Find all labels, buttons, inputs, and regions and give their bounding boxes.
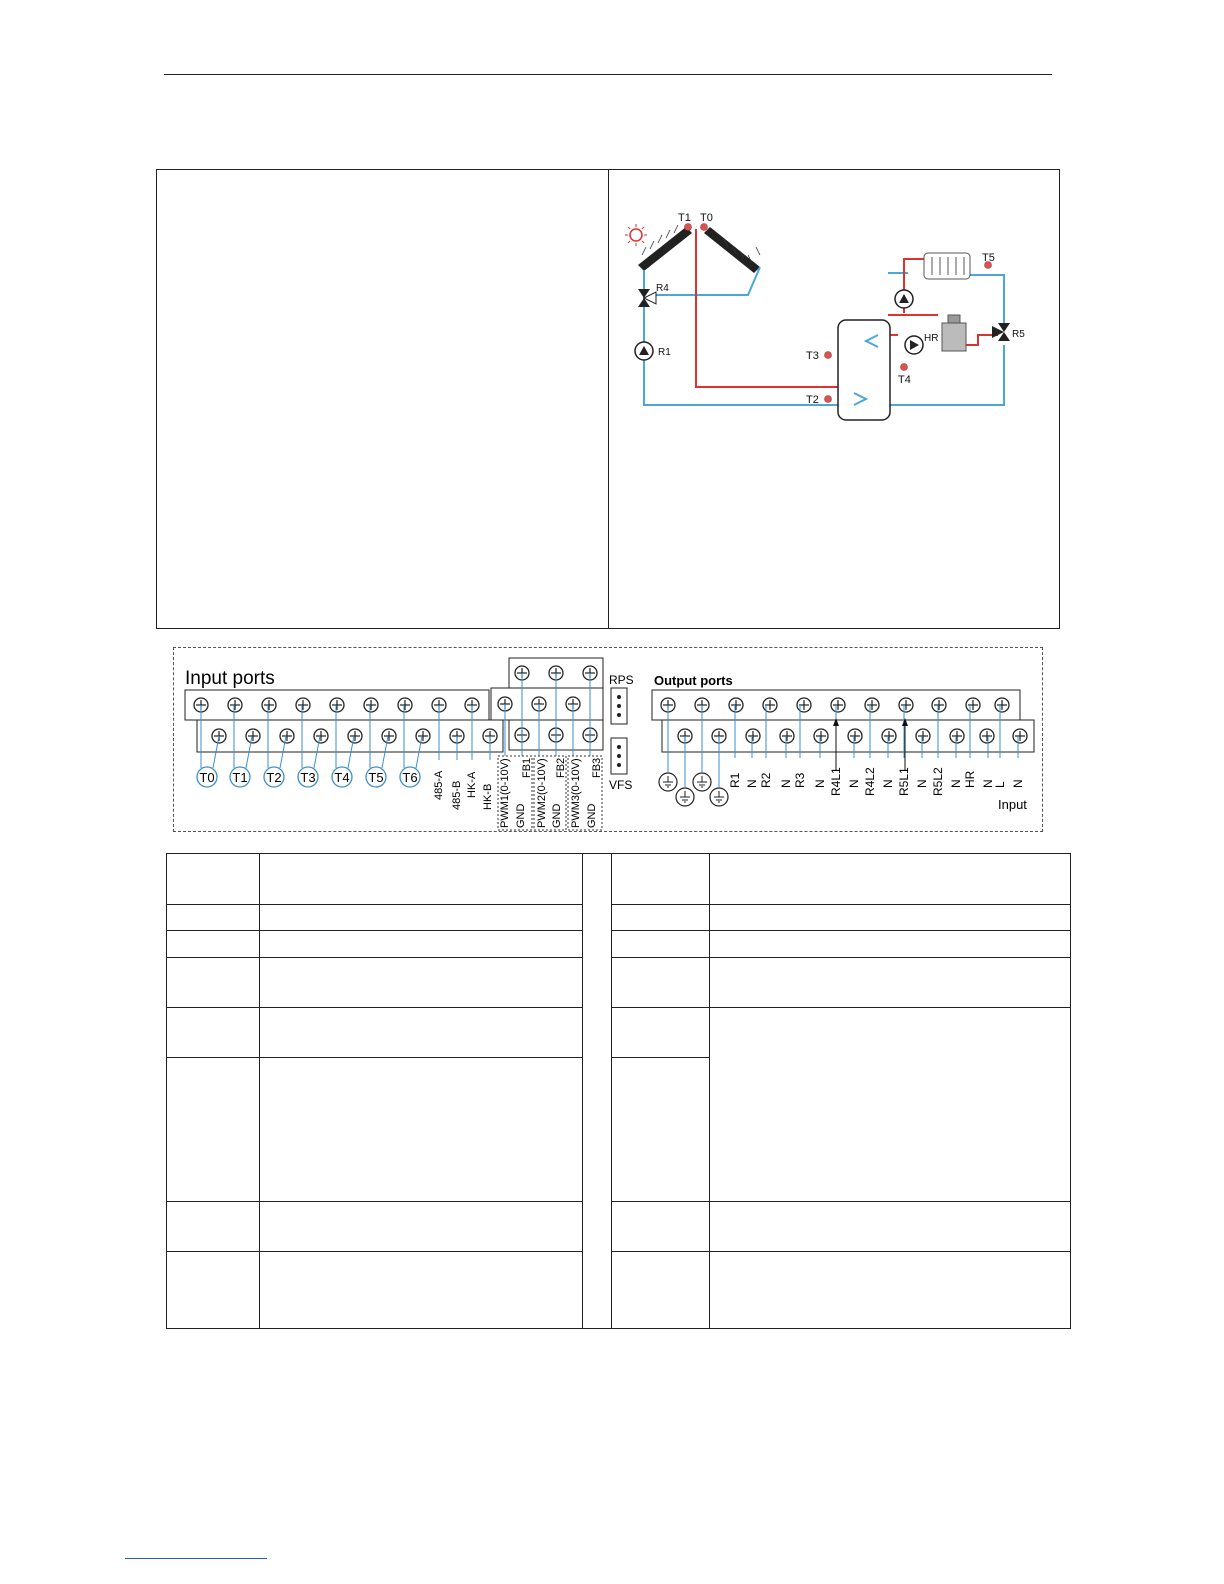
input-screw-upper-5 (364, 698, 378, 712)
table-right-key-cell (611, 853, 710, 905)
output-terminal-label-7: N (847, 779, 861, 788)
pwm3-gnd-label: GND (586, 803, 598, 828)
output-screw-upper-6 (865, 698, 879, 712)
input-screw-lower-2 (280, 729, 294, 743)
rps-label: RPS (609, 673, 634, 687)
output-screw-upper-8 (932, 698, 946, 712)
input-screw-lower-1 (246, 729, 260, 743)
output-screw-lower-9 (980, 729, 994, 743)
pump-heating-icon (895, 290, 913, 308)
solar-collector-right (704, 227, 760, 273)
input-screw-upper-2 (262, 698, 276, 712)
output-terminal-label-4: R3 (793, 772, 807, 788)
relay-r5-label: R5 (1012, 329, 1025, 340)
sensor-t3-label: T3 (806, 350, 819, 362)
input-screw-upper-3 (296, 698, 310, 712)
sensor-terminal-label-4: T4 (334, 770, 350, 785)
output-terminal-label-17: N (1011, 779, 1025, 788)
output-terminal-label-3: N (779, 779, 793, 788)
output-terminal-label-14: HR (963, 770, 977, 788)
header-rule (164, 74, 1052, 75)
sensor-t1-dot (685, 224, 692, 231)
sensor-terminal-label-6: T6 (402, 770, 418, 785)
output-screw-lower-2 (746, 729, 760, 743)
output-terminal-label-16: L (993, 781, 1007, 788)
pwm2-signal-label: PWM2(0-10V) (536, 758, 548, 828)
ground-icon-2 (693, 773, 711, 791)
pwm2-gnd-label: GND (551, 803, 563, 828)
input-screw-upper-1 (228, 698, 242, 712)
sensor-terminal-label-2: T2 (266, 770, 282, 785)
input-ports-title: Input ports (185, 668, 275, 689)
output-terminal-label-2: R2 (759, 772, 773, 788)
table-left-desc-cell (259, 853, 583, 905)
output-ports-title: Output ports (654, 673, 733, 688)
table-left-desc-cell (259, 1201, 583, 1252)
table-left-key-cell (166, 1251, 260, 1329)
pwm1-fb-label: FB1 (521, 757, 533, 778)
output-screw-upper-3 (763, 698, 777, 712)
solar-system-schematic (608, 195, 1048, 435)
table-right-desc-cell (709, 1251, 1071, 1329)
terminal-ports-panel (173, 647, 1043, 832)
table-left-key-cell (166, 1201, 260, 1252)
output-terminal-label-13: N (949, 779, 963, 788)
bus-hkb-label: HK-B (482, 783, 494, 810)
table-left-desc-cell (259, 1251, 583, 1329)
sensor-t5-label: T5 (982, 252, 995, 264)
pwm1-gnd-label: GND (515, 803, 527, 828)
terminal-description-table (166, 853, 1070, 1328)
input-screw-lower-3 (314, 729, 328, 743)
table-right-desc-cell (709, 853, 1071, 905)
output-screw-lower-10 (1013, 729, 1027, 743)
output-screw-lower-7 (916, 729, 930, 743)
solar-collector-left (638, 225, 692, 271)
sensor-terminal-labels (197, 767, 420, 787)
relay-r4-label: R4 (656, 283, 669, 294)
sensor-terminal-label-0: T0 (199, 770, 215, 785)
output-screw-lower-4 (814, 729, 828, 743)
output-terminal-label-6: R4L1 (829, 767, 843, 796)
input-screw-lower-6 (416, 729, 430, 743)
sensor-t0-label: T0 (700, 212, 713, 224)
pwm1-signal-label: PWM1(0-10V) (499, 758, 511, 828)
sensor-t3-dot (825, 352, 832, 359)
sensor-terminal-label-3: T3 (300, 770, 316, 785)
table-right-key-cell (611, 957, 710, 1008)
pwm3-signal-label: PWM3(0-10V) (570, 758, 582, 828)
input-supply-label: Input (998, 797, 1027, 812)
table-left-key-cell (166, 957, 260, 1008)
table-right-key-cell (611, 904, 710, 931)
ground-icon-1 (676, 788, 694, 806)
table-left-desc-cell (259, 957, 583, 1008)
ground-symbols (659, 773, 728, 806)
output-terminal-labels (728, 767, 1025, 796)
sensor-terminal-label-5: T5 (368, 770, 384, 785)
table-right-desc-cell (709, 957, 1071, 1008)
heater-label: HR (924, 333, 939, 344)
table-left-key-cell (166, 853, 260, 905)
table-right-key-cell (611, 1201, 710, 1252)
output-screw-upper-7 (899, 698, 913, 712)
output-screw-upper-2 (729, 698, 743, 712)
table-left-key-cell (166, 930, 260, 958)
sun-icon (625, 224, 647, 246)
output-screw-upper-9 (966, 698, 980, 712)
output-screw-lower-8 (950, 729, 964, 743)
output-screw-lower-5 (848, 729, 862, 743)
terminal-block-drawing (174, 648, 1042, 831)
output-screw-lower-6 (882, 729, 896, 743)
bus-485b-label: 485-B (451, 780, 463, 810)
table-left-key-cell (166, 1007, 260, 1058)
table-right-key-cell (611, 930, 710, 958)
valve-r5-icon (992, 323, 1010, 341)
output-screw-upper-10 (995, 698, 1009, 712)
sensor-t0-dot (701, 224, 708, 231)
table-gap-column (582, 853, 612, 1329)
output-terminal-label-15: N (981, 779, 995, 788)
table-right-key-cell (611, 1007, 710, 1058)
output-terminal-label-8: R4L2 (863, 767, 877, 796)
table-left-key-cell (166, 1057, 260, 1202)
output-screw-lower-3 (780, 729, 794, 743)
output-terminal-label-12: R5L2 (931, 767, 945, 796)
output-terminal-label-5: N (813, 779, 827, 788)
output-terminal-label-0: R1 (728, 772, 742, 788)
bus-485a-label: 485-A (433, 770, 445, 800)
storage-tank (838, 320, 890, 420)
pwm2-fb-label: FB2 (555, 757, 567, 778)
relay-r1-label: R1 (658, 347, 671, 358)
ground-icon-3 (710, 788, 728, 806)
table-left-desc-cell (259, 1057, 583, 1202)
input-screw-upper-6 (398, 698, 412, 712)
pwm3-fb-label: FB3 (591, 757, 603, 778)
output-terminal-label-10: R5L1 (897, 767, 911, 796)
sensor-t2-dot (825, 396, 832, 403)
table-right-key-cell (611, 1251, 710, 1329)
input-screw-upper-4 (330, 698, 344, 712)
sensor-t2-label: T2 (806, 394, 819, 406)
table-right-desc-cell (709, 1007, 1071, 1202)
table-left-key-cell (166, 904, 260, 931)
output-screw-upper-5 (831, 698, 845, 712)
sensor-t4-dot (901, 364, 908, 371)
heater-box-icon (942, 315, 966, 351)
bus-hka-label: HK-A (466, 771, 478, 798)
sensor-t4-label: T4 (898, 374, 911, 386)
table-left-desc-cell (259, 904, 583, 931)
output-terminal-label-9: N (881, 779, 895, 788)
footer-link-underline (125, 1558, 267, 1559)
valve-r4-icon (638, 289, 656, 307)
table-left-desc-cell (259, 930, 583, 958)
table-left-desc-cell (259, 1007, 583, 1058)
table-right-desc-cell (709, 904, 1071, 931)
table-right-desc-cell (709, 930, 1071, 958)
output-terminal-label-1: N (745, 779, 759, 788)
input-screw-lower-5 (382, 729, 396, 743)
sensor-t1-label: T1 (678, 212, 691, 224)
ground-icon-0 (659, 773, 677, 791)
vfs-label: VFS (609, 778, 633, 792)
pump-r1-icon (635, 342, 653, 360)
radiator-icon (924, 253, 970, 279)
output-terminal-label-11: N (915, 779, 929, 788)
table-right-desc-cell (709, 1201, 1071, 1252)
output-screw-upper-4 (797, 698, 811, 712)
input-screw-lower-4 (348, 729, 362, 743)
table-right-key-cell (611, 1057, 710, 1202)
pump-hr-icon (905, 336, 923, 354)
sensor-terminal-label-1: T1 (232, 770, 248, 785)
